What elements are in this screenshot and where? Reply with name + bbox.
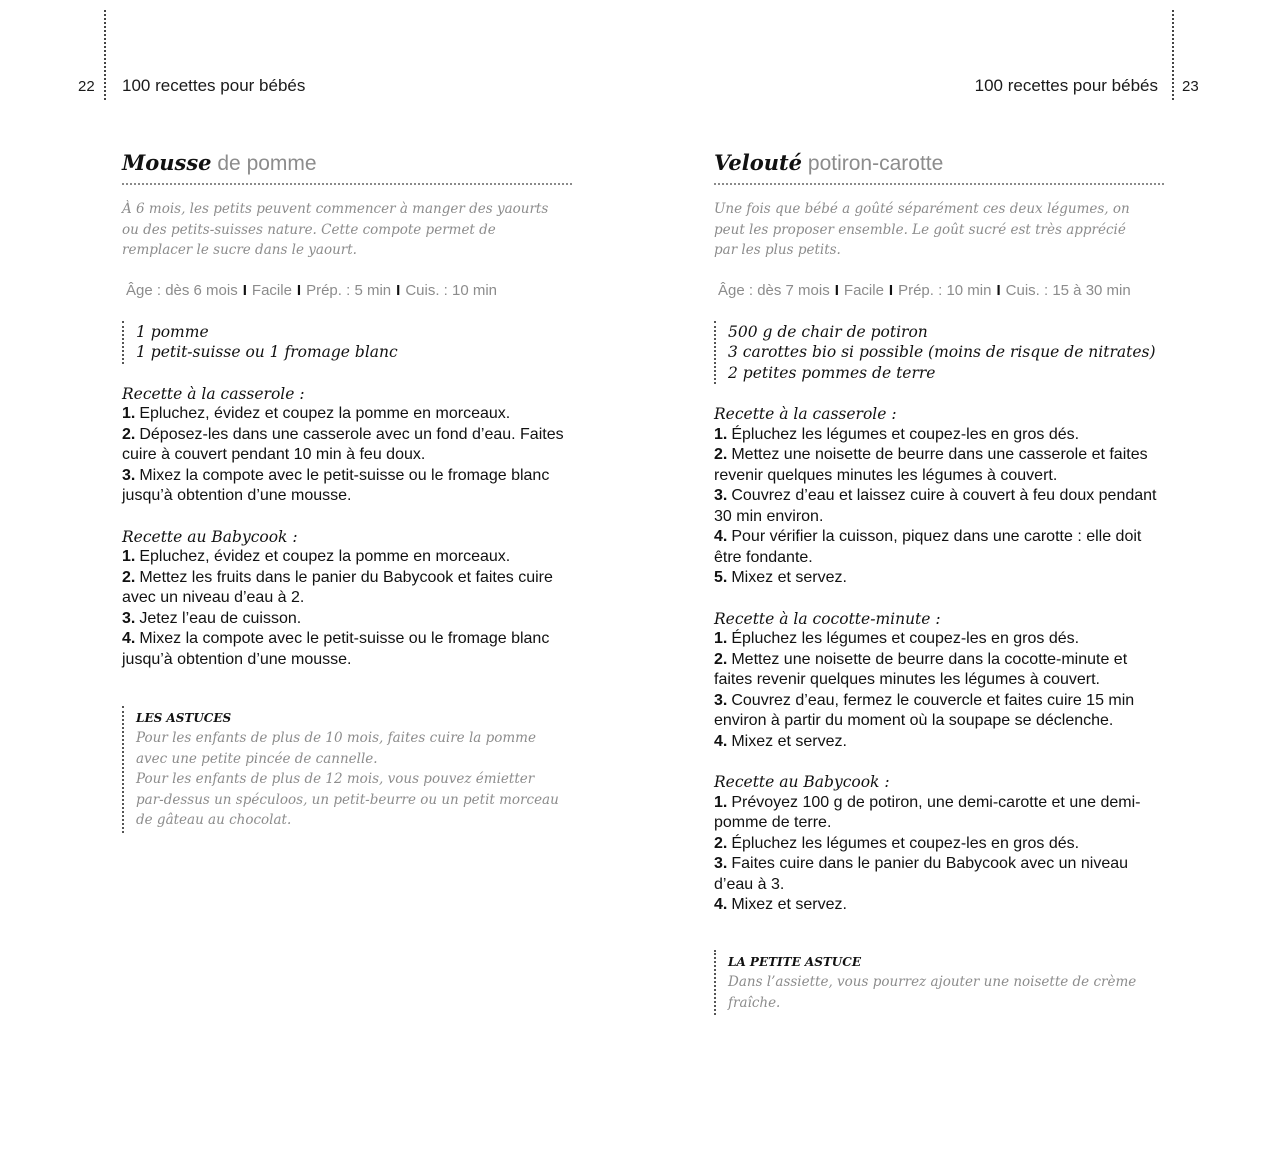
ingredient: 2 petites pommes de terre — [728, 363, 936, 382]
left-title-light: de pomme — [217, 152, 317, 175]
step: 1. Épluchez les légumes et coupez-les en gros dés. — [714, 630, 1080, 647]
step: 3. Faites cuire dans le panier du Babycook avec un niveau d’eau à 3. — [714, 855, 1129, 893]
left-meta — [126, 281, 572, 301]
step: 2. Déposez-les dans une casserole avec un fond d’eau. Faites cuire à couvert pendant 10 min à feu doux. — [122, 425, 564, 463]
step: 3. Mixez la compote avec le petit-suisse ou le fromage blanc jusqu’à obtention d’une mousse. — [122, 466, 550, 504]
right-intro: Une fois que bébé a goûté séparément ces deux légumes, on peut les proposer ensemble. Le goût sucré est très apprécié par les plus petits. — [714, 201, 1130, 258]
section-title: Recette à la casserole : — [122, 384, 305, 403]
ingredient: 3 carottes bio si possible (moins de risque de nitrates) — [728, 343, 1156, 361]
left-tip-box — [122, 706, 566, 833]
right-tip-box — [714, 950, 1158, 1015]
right-recipe — [714, 150, 1164, 916]
ingredient: 1 petit-suisse ou 1 fromage blanc — [136, 343, 398, 361]
left-recipe — [122, 150, 572, 670]
left-title-strong: Mousse — [122, 150, 212, 175]
step: 2. Mettez une noisette de beurre dans une casserole et faites revenir quelques minutes les légumes à couvert. — [714, 446, 1148, 484]
right-meta-cook: Cuis. : 15 à 30 min — [1005, 281, 1131, 299]
left-header-rule — [104, 10, 106, 100]
step: 1. Epluchez, évidez et coupez la pomme en morceaux. — [122, 405, 511, 422]
right-ingredients — [714, 321, 1164, 385]
right-running-title: 100 recettes pour bébés — [974, 76, 1158, 95]
left-section-babycook — [122, 527, 572, 671]
section-title: Recette à la cocotte-minute : — [714, 609, 941, 628]
right-section-babycook — [714, 772, 1164, 916]
right-meta-prep: Prép. : 10 min — [898, 281, 992, 299]
step: 4. Mixez la compote avec le petit-suisse ou le fromage blanc jusqu’à obtention d’une mousse. — [122, 630, 550, 668]
tip-text: Dans l’assiette, vous pourrez ajouter une noisette de crème fraîche. — [728, 974, 1137, 1011]
step: 3. Couvrez d’eau, fermez le couvercle et faites cuire 15 min environ à partir du moment où la soupape se déclenche. — [714, 691, 1135, 729]
step: 5. Mixez et servez. — [714, 569, 847, 586]
left-meta-prep: Prép. : 5 min — [306, 281, 392, 299]
left-recipe-title — [122, 150, 572, 185]
left-page-number: 22 — [78, 78, 95, 95]
left-ingredients — [122, 321, 572, 364]
meta-separator: I — [242, 281, 247, 299]
right-header-rule — [1172, 10, 1174, 100]
step: 2. Épluchez les légumes et coupez-les en gros dés. — [714, 834, 1080, 852]
left-intro: À 6 mois, les petits peuvent commencer à manger des yaourts ou des petits-suisses nature. Cette compote permet de remplacer le sucre dans le yaourt. — [122, 201, 549, 258]
meta-separator: I — [888, 281, 894, 299]
step: 2. Mettez les fruits dans le panier du Babycook et faites cuire avec un niveau d’eau à 2. — [122, 568, 553, 606]
right-title-light: potiron-carotte — [807, 152, 944, 175]
step: 3. Couvrez d’eau et laissez cuire à couvert à feu doux pendant 30 min environ. — [714, 487, 1157, 525]
meta-separator: I — [996, 281, 1001, 299]
section-title: Recette au Babycook : — [122, 527, 298, 546]
right-meta-level: Facile — [843, 281, 884, 299]
left-meta-level: Facile — [251, 281, 292, 299]
meta-separator: I — [834, 281, 839, 299]
right-page-number: 23 — [1182, 78, 1199, 95]
section-title: Recette à la casserole : — [714, 405, 897, 423]
tip-text: Pour les enfants de plus de 10 mois, faites cuire la pomme avec une petite pincée de cannelle. — [136, 730, 536, 767]
meta-separator: I — [296, 281, 302, 299]
right-meta — [718, 281, 1164, 301]
step: 1. Epluchez, évidez et coupez la pomme en morceaux. — [122, 548, 511, 565]
left-meta-age: Âge : dès 6 mois — [126, 281, 238, 299]
tip-text: Pour les enfants de plus de 12 mois, vous pouvez émietter par-dessus un spéculoos, un petit-beurre ou un petit morceau de gâteau au chocolat. — [136, 771, 559, 828]
ingredient: 500 g de chair de potiron — [728, 322, 928, 341]
ingredient: 1 pomme — [136, 322, 209, 341]
step: 2. Mettez une noisette de beurre dans la cocotte-minute et faites revenir quelques minutes les légumes à couvert. — [714, 650, 1128, 688]
right-title-strong: Velouté — [714, 150, 803, 175]
left-section-casserole — [122, 384, 572, 507]
step: 3. Jetez l’eau de cuisson. — [122, 609, 302, 627]
step: 1. Prévoyez 100 g de potiron, une demi-carotte et une demi-pomme de terre. — [714, 793, 1141, 831]
meta-separator: I — [396, 281, 401, 299]
step: 4. Pour vérifier la cuisson, piquez dans une carotte : elle doit être fondante. — [714, 528, 1142, 566]
right-recipe-title — [714, 150, 1164, 185]
right-meta-age: Âge : dès 7 mois — [718, 281, 830, 299]
right-section-cocotte — [714, 609, 1164, 753]
left-meta-cook: Cuis. : 10 min — [405, 281, 498, 299]
section-title: Recette au Babycook : — [714, 773, 890, 791]
left-running-title: 100 recettes pour bébés — [122, 76, 306, 95]
tip-title: LA PETITE ASTUCE — [728, 955, 861, 969]
step: 4. Mixez et servez. — [714, 732, 847, 750]
right-section-casserole — [714, 404, 1164, 589]
step: 4. Mixez et servez. — [714, 896, 847, 913]
step: 1. Épluchez les légumes et coupez-les en gros dés. — [714, 425, 1080, 443]
tip-title: LES ASTUCES — [136, 711, 232, 725]
